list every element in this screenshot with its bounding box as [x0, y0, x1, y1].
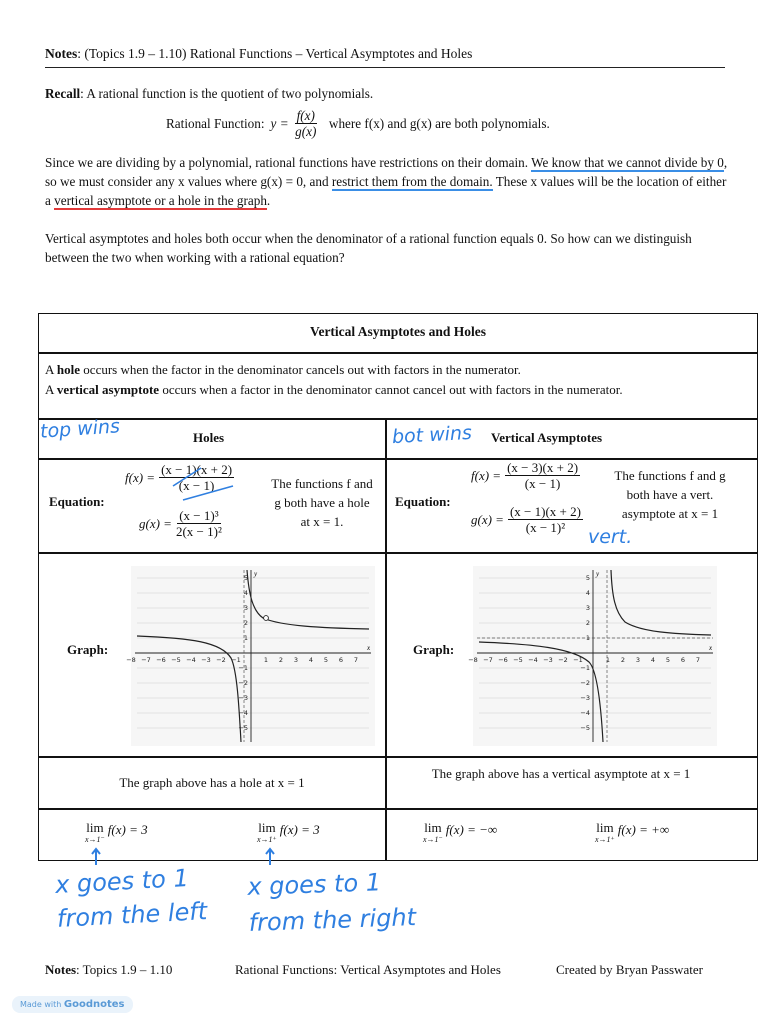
holes-x-tick-label: −5: [171, 656, 181, 664]
holes-x-label: x: [367, 644, 371, 652]
holes-x-tick-label: 6: [338, 656, 344, 664]
holes-x-tick-label: −7: [141, 656, 151, 664]
holes-y-tick-label: −2: [238, 679, 248, 687]
holes-x-tick-label: −8: [126, 656, 136, 664]
holes-g-equation: g(x) = $\frac{\text{(x − 1)³}}{\text{2(x − 1)²}}$: [139, 508, 222, 539]
holes-y-tick-label: 2: [243, 619, 248, 627]
va-graph-label: Graph:: [413, 642, 455, 657]
va-y-tick-label: 5: [585, 574, 590, 582]
va-x-tick-label: 3: [635, 656, 641, 664]
holes-x-tick-label: −2: [216, 656, 226, 664]
holes-y-tick-label: 4: [243, 589, 248, 597]
hole-definition: A hole occurs when the factor in the denominator cancels out with factors in the numerator.: [45, 362, 521, 377]
va-y-tick-label: 4: [585, 589, 590, 597]
va-x-tick-label: −3: [543, 656, 553, 664]
va-y-tick-label: −3: [580, 694, 590, 702]
holes-column-header: Holes: [193, 430, 225, 445]
va-x-tick-label: 5: [665, 656, 671, 664]
va-limit-left: lim x→1⁻ f(x) = −∞: [423, 820, 498, 844]
holes-caption: The graph above has a hole at x = 1: [119, 775, 305, 790]
holes-x-tick-label: −4: [186, 656, 196, 664]
table-title: Vertical Asymptotes and Holes: [309, 324, 487, 339]
badge-brand: Goodnotes: [63, 999, 125, 1010]
table-rule: [39, 552, 757, 554]
va-x-tick-label: −7: [483, 656, 493, 664]
va-y-tick-label: 3: [585, 604, 590, 612]
va-limit-right: lim x→1⁺ f(x) = +∞: [595, 820, 670, 844]
va-x-tick-label: 1: [605, 656, 611, 664]
va-f-equation: f(x) = $\frac{(x - 3)(x + 2)}{(x - 1)}$: [471, 460, 579, 491]
def-rest: where f(x) and g(x) are both polynomials.: [328, 115, 550, 131]
recall-label: Recall: [45, 86, 81, 101]
va-x-tick-label: 6: [680, 656, 686, 664]
goodnotes-badge[interactable]: [12, 996, 133, 1013]
table-rule: [39, 418, 757, 420]
va-x-tick-label: −5: [513, 656, 523, 664]
holes-limit-right: lim x→1⁺ f(x) = 3: [257, 820, 320, 844]
footer-left: : Topics 1.9 – 1.10: [76, 962, 173, 977]
notes-label: Notes: [45, 46, 78, 61]
va-x-tick-label: −1: [573, 656, 583, 664]
handwritten-bot-wins: bot wins: [391, 421, 473, 449]
holes-graph: [126, 566, 375, 746]
holes-limit-left: lim x→1⁻ f(x) = 3: [85, 820, 148, 844]
badge-made-with: Made with: [20, 1000, 62, 1009]
def-fraction: [295, 108, 317, 139]
va-x-tick-label: −6: [498, 656, 508, 664]
va-y-tick-label: −1: [580, 664, 590, 672]
holes-x-tick-label: −3: [201, 656, 211, 664]
para1-highlight-divide: We know that we cannot divide by 0: [531, 155, 724, 170]
table-rule: [39, 352, 757, 354]
va-y-tick-label: −5: [580, 724, 590, 732]
para1-s5: These x values will be the location of either a: [45, 174, 727, 208]
va-caption: The graph above has a vertical asymptote at x = 1: [431, 766, 691, 781]
va-y-label: y: [596, 570, 600, 578]
footer-right: Created by Bryan Passwater: [556, 962, 703, 977]
para1-s3: , so we must consider any x values where g(x) = 0, and: [45, 155, 728, 189]
def-label: Rational Function:: [166, 115, 265, 131]
va-x-tick-label: 2: [620, 656, 626, 664]
handwritten-top-wins: top wins: [39, 415, 121, 443]
para1-s1: Since we are dividing by a polynomial, rational functions have restrictions on their domain.: [45, 155, 532, 170]
cancel-strikes: [167, 464, 267, 500]
holes-x-tick-label: 4: [308, 656, 314, 664]
holes-y-tick-label: 3: [243, 604, 248, 612]
footer-notes-label: Notes: [45, 962, 77, 977]
comparison-table: [38, 313, 758, 861]
va-y-tick-label: −4: [580, 709, 590, 717]
table-definitions: [45, 360, 623, 400]
recall-line: [45, 84, 373, 103]
holes-x-tick-label: 1: [263, 656, 269, 664]
handwritten-left-note: x goes to 1 from the left: [54, 863, 208, 933]
va-note: The functions f and g both have a vert. asymptote at x = 1: [614, 468, 726, 521]
va-graph: [468, 566, 717, 746]
holes-y-label: y: [254, 570, 258, 578]
para1-highlight-restrict: restrict them from the domain.: [331, 174, 493, 189]
domain-paragraph: [45, 153, 735, 210]
holes-graph-label: Graph:: [67, 642, 109, 657]
va-x-tick-label: −4: [528, 656, 538, 664]
holes-curve-left: [137, 636, 241, 742]
holes-y-tick-label: −3: [238, 694, 248, 702]
recall-text: : A rational function is the quotient of two polynomials.: [80, 86, 374, 101]
va-definition: A vertical asymptote occurs when a factor in the denominator cannot cancel out with factors in the numerator.: [45, 382, 623, 397]
holes-f-equation: f(x) = $\frac{(x - 1)(x + 2)}{(x - 1)}$: [125, 462, 233, 493]
handwritten-right-note: x goes to 1 from the right: [246, 868, 417, 937]
question-paragraph: Vertical asymptotes and holes both occur when the denominator of a rational function equals 0. So how can we distinguish between the two when working with a rational equation?: [45, 231, 692, 265]
table-rule: [39, 458, 757, 460]
va-x-tick-label: 4: [650, 656, 656, 664]
para1-highlight-va-hole: vertical asymptote or a hole in the graph: [54, 193, 267, 208]
va-equation-label: Equation:: [395, 494, 451, 509]
holes-y-tick-label: −5: [238, 724, 248, 732]
va-x-tick-label: 7: [695, 656, 701, 664]
header-rule: [45, 67, 725, 68]
va-y-tick-label: −2: [580, 679, 590, 687]
table-rule: [39, 756, 757, 758]
para1-s7: .: [266, 193, 271, 208]
handwritten-vert: vert.: [588, 526, 633, 548]
va-x-tick-label: −2: [558, 656, 568, 664]
holes-x-tick-label: 7: [353, 656, 359, 664]
va-g-equation: g(x) = $\frac{(x - 1)(x + 2)}{\text{(x − 1)²}}$: [471, 504, 581, 535]
table-rule: [39, 808, 757, 810]
va-x-tick-label: −8: [468, 656, 478, 664]
page-header: [45, 46, 725, 62]
holes-y-tick-label: −4: [238, 709, 248, 717]
holes-x-tick-label: 5: [323, 656, 329, 664]
hole-marker: [264, 616, 269, 621]
holes-x-tick-label: 3: [293, 656, 299, 664]
rational-function-definition: [166, 108, 550, 139]
holes-x-tick-label: −6: [156, 656, 166, 664]
holes-y-tick-label: 1: [243, 634, 248, 642]
footer-center: Rational Functions: Vertical Asymptotes and Holes: [235, 962, 501, 977]
holes-equation-label: Equation:: [49, 494, 105, 509]
va-column-header: Vertical Asymptotes: [491, 430, 603, 445]
column-divider: [385, 418, 387, 861]
va-x-label: x: [709, 644, 713, 652]
def-denominator: g(x): [295, 124, 317, 139]
va-y-tick-label: 2: [585, 619, 590, 627]
holes-x-tick-label: 2: [278, 656, 284, 664]
handwritten-arrow-right: [262, 846, 278, 866]
holes-note: The functions f and g both have a hole at x = 1.: [271, 476, 373, 529]
def-lhs: y =: [270, 115, 289, 131]
def-numerator: f(x): [296, 108, 315, 123]
handwritten-arrow-left: [88, 846, 104, 866]
holes-x-tick-label: −1: [231, 656, 241, 664]
holes-y-tick-label: −1: [238, 664, 248, 672]
va-y-tick-label: 1: [585, 634, 590, 642]
header-text: : (Topics 1.9 – 1.10) Rational Functions – Vertical Asymptotes and Holes: [77, 46, 473, 61]
va-curve-right: [611, 570, 711, 635]
holes-y-tick-label: 5: [243, 574, 248, 582]
